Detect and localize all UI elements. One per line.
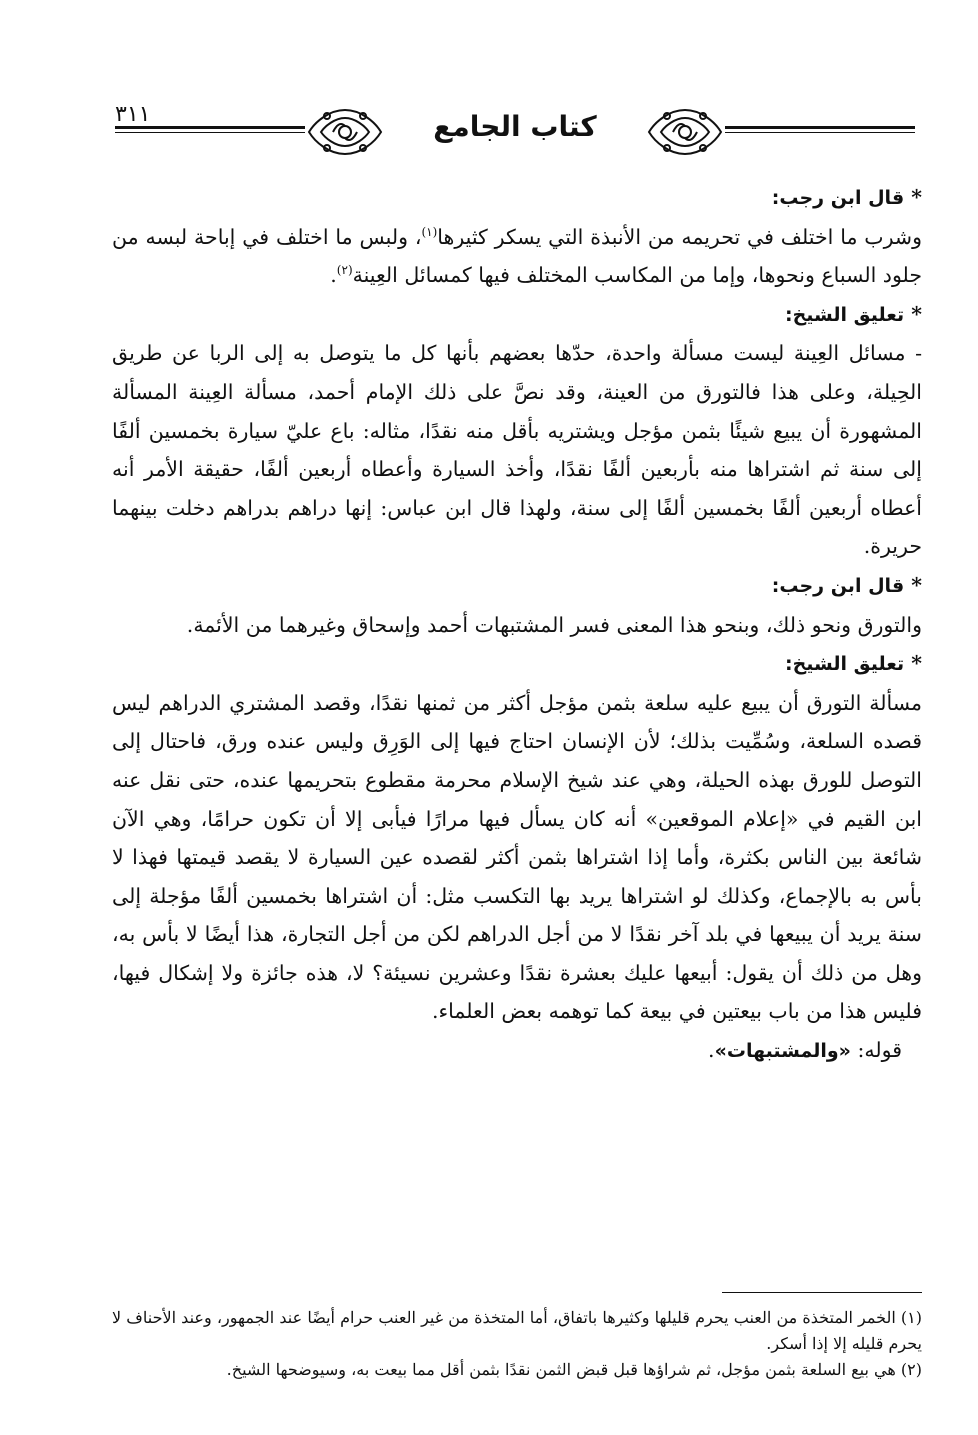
paragraph: قوله: «والمشتبهات». (708, 1038, 902, 1063)
footnotes (112, 1305, 922, 1383)
section-heading: * تعليق الشيخ: (785, 301, 922, 326)
header-rule (725, 126, 915, 129)
page-header (115, 100, 915, 170)
paragraph: - مسائل العِينة ليست مسألة واحدة، حدّها بعضهم بأنها كل ما يتوصل به إلى الربا عن طريق الحِيلة، وعلى هذا فالتورق من العينة، وقد نصَّ على ذلك الإمام أحمد، مسألة العِينة المسألة المشهورة أن يبيع شيئًا بثمن مؤجل ويشتريه بأقل منه نقدًا، مثاله: باع عليّ سيارة بخمسين ألفًا إلى سنة ثم اشتراها منه بأربعين ألفًا نقدًا، وأخذ السيارة وأعطاه أربعين ألفًا، حقيقة الأمر أنه أعطاه أربعين ألفًا بخمسين ألفًا إلى سنة، ولهذا قال ابن عباس: إنها دراهم بدراهم دخلت بينهما حريرة. (112, 341, 922, 559)
paragraph: وشرب ما اختلف في تحريمه من الأنبذة التي يسكر كثيرها$^{(١)}$، ولبس ما اختلف في إباحة لبسه من جلود السباع ونحوها، وإما من المكاسب المختلف فيها كمسائل العِينة$^{(٢)}$. (112, 224, 922, 288)
floral-ornament-icon (305, 104, 385, 160)
page-number: ٣١١ (115, 102, 151, 127)
footnote-divider (722, 1292, 922, 1293)
paragraph: مسألة التورق أن يبيع عليه سلعة بثمن مؤجل أكثر من ثمنها نقدًا، وقصد المشتري الدراهم ليس قصده السلعة، وسُمِّيت بذلك؛ لأن الإنسان احتاج فيها إلى الوَرِق وليس عنده ورق، فاحتال إلى التوصل للورق بهذه الحيلة، وهي عند شيخ الإسلام محرمة مقطوع بتحريمها عنده، حتى نقل عنه ابن القيم في «إعلام الموقعين» أنه كان يسأل فيها مرارًا فيأبى إلا أن تكون حرامًا، وهي الآن شائعة بين الناس بكثرة، وأما إذا اشتراها بثمن أكثر لقصده عين السيارة لا يقصد قيمتها فهذا لا بأس به بالإجماع، وكذلك لو اشتراها يريد بها التكسب مثل: أن اشتراها بخمسين ألفًا مؤجلة إلى سنة يريد أن يبيعها في بلد آخر نقدًا لا من أجل الدراهم لكن من أجل التجارة، هذا أيضًا لا بأس به، وهل من ذلك أن يقول: أبيعها عليك بعشرة نقدًا وعشرين نسيئة؟ لا، هذه جائزة ولا إشكال فيها، فليس هذا من باب بيعتين في بيعة كما توهمه بعض العلماء. (112, 690, 922, 1024)
footnote: (٢) هي بيع السلعة بثمن مؤجل، ثم شراؤها قبل قبض الثمن نقدًا بثمن أقل مما بيعت به، وسيوضحها الشيخ. (226, 1360, 922, 1379)
floral-ornament-icon (645, 104, 725, 160)
section-heading: * تعليق الشيخ: (785, 651, 922, 676)
footnote-ref: (١) (421, 224, 438, 239)
footnote-ref: (٢) (336, 263, 353, 278)
main-text (112, 178, 922, 1071)
section-heading: * قال ابن رجب: (771, 185, 922, 209)
header-rule (115, 132, 305, 133)
book-title: كتاب الجامع (433, 110, 597, 143)
header-rule (115, 126, 305, 129)
header-rule (725, 132, 915, 133)
paragraph: والتورق ونحو ذلك، وبنحو هذا المعنى فسر المشتبهات أحمد وإسحاق وغيرهما من الأئمة. (186, 612, 922, 637)
footnote: (١) الخمر المتخذة من العنب يحرم قليلها وكثيرها باتفاق، أما المتخذة من غير العنب حرام أيضًا عند الجمهور، وعند الأحناف لا يحرم قليله إلا إذا أسكر. (112, 1308, 923, 1353)
section-heading: * قال ابن رجب: (771, 572, 922, 597)
